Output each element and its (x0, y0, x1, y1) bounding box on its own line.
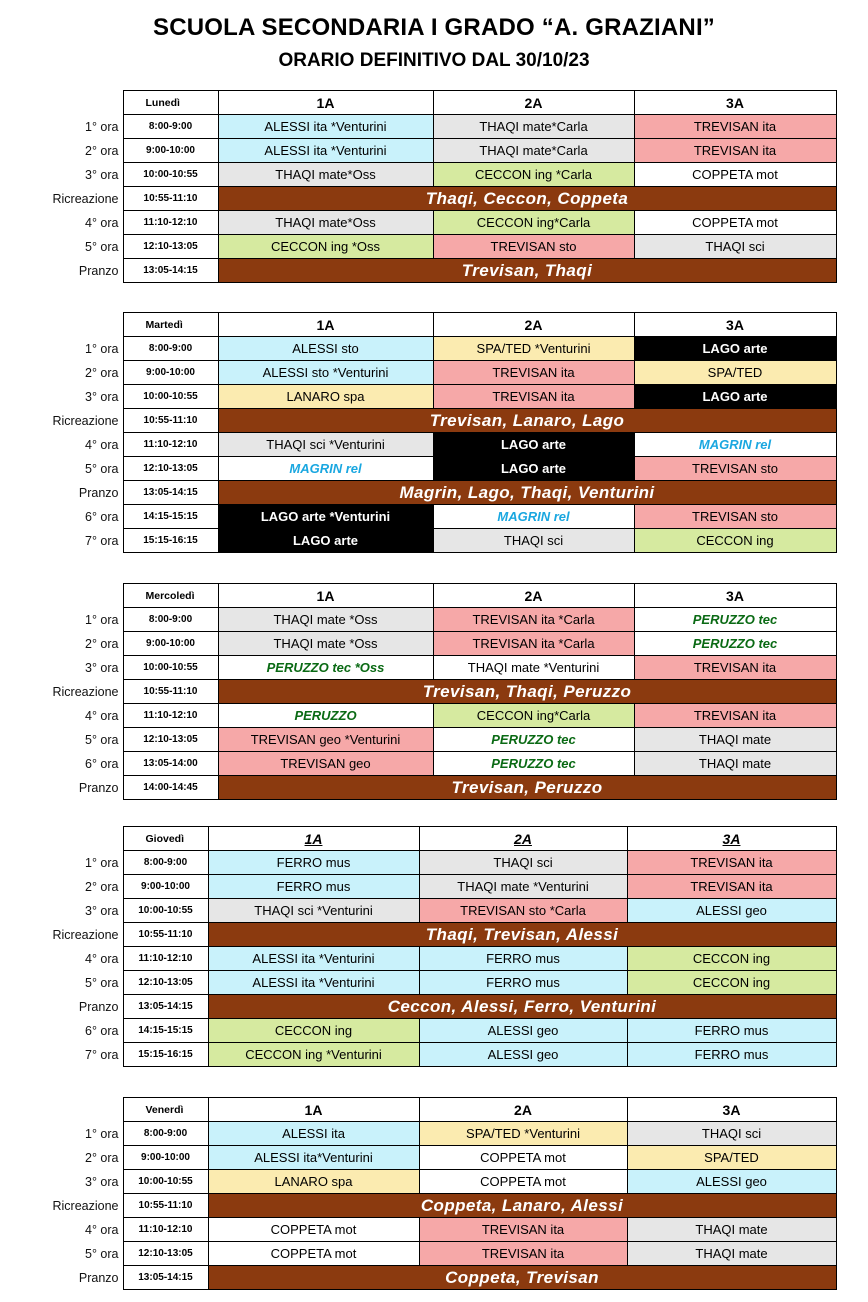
class-header-1a: 1A (218, 584, 433, 608)
period-time: 8:00-9:00 (123, 1122, 208, 1146)
lesson-cell-1a: ALESSI sto *Venturini (218, 361, 433, 385)
period-time: 10:55-11:10 (123, 1194, 208, 1218)
lesson-cell-2a: TREVISAN ita (433, 385, 634, 409)
period-label: Pranzo (78, 485, 119, 500)
lesson-cell-3a: TREVISAN ita (634, 139, 836, 163)
period-time: 15:15-16:15 (123, 1043, 208, 1067)
supervision-band: Ceccon, Alessi, Ferro, Venturini (208, 995, 836, 1019)
period-label: 7° ora (85, 1047, 119, 1062)
period-label: 2° ora (85, 143, 119, 158)
period-time: 12:10-13:05 (123, 971, 208, 995)
schedule-subtitle: ORARIO DEFINITIVO DAL 30/10/23 (278, 50, 590, 71)
day-name: Lunedì (123, 91, 218, 115)
lesson-row (0, 211, 836, 235)
lesson-cell-3a: FERRO mus (627, 1043, 836, 1067)
break-row (0, 259, 836, 283)
lesson-cell-3a: THAQI mate (627, 1218, 836, 1242)
period-time: 13:05-14:15 (123, 481, 218, 505)
lesson-cell-3a: THAQI sci (634, 235, 836, 259)
lesson-cell-2a: THAQI sci (419, 851, 627, 875)
header-row (0, 1098, 836, 1122)
lesson-row (0, 1146, 836, 1170)
supervision-band: Thaqi, Ceccon, Coppeta (218, 187, 836, 211)
lesson-row (0, 608, 836, 632)
lesson-row (0, 704, 836, 728)
lesson-cell-2a: SPA/TED *Venturini (419, 1122, 627, 1146)
lesson-row (0, 656, 836, 680)
lesson-cell-1a: CECCON ing *Venturini (208, 1043, 419, 1067)
break-row (0, 680, 836, 704)
lesson-row (0, 1122, 836, 1146)
day-name: Venerdì (123, 1098, 208, 1122)
lesson-cell-2a: SPA/TED *Venturini (433, 337, 634, 361)
lesson-cell-2a: TREVISAN ita (419, 1218, 627, 1242)
class-header-2a: 2A (433, 91, 634, 115)
period-time: 13:05-14:00 (123, 752, 218, 776)
lesson-cell-1a: COPPETA mot (208, 1242, 419, 1266)
lesson-row (0, 235, 836, 259)
lesson-row (0, 851, 836, 875)
period-label: Pranzo (78, 1270, 119, 1285)
period-time: 14:15-15:15 (123, 505, 218, 529)
period-label: 2° ora (85, 365, 119, 380)
lesson-cell-1a: ALESSI ita *Venturini (218, 115, 433, 139)
period-time: 8:00-9:00 (123, 115, 218, 139)
lesson-cell-3a: CECCON ing (627, 971, 836, 995)
break-row (0, 995, 836, 1019)
period-label: Pranzo (78, 999, 119, 1014)
lesson-cell-1a: THAQI mate *Oss (218, 632, 433, 656)
lesson-cell-3a: COPPETA mot (634, 163, 836, 187)
lesson-row (0, 385, 836, 409)
supervision-band: Magrin, Lago, Thaqi, Venturini (218, 481, 836, 505)
lesson-row (0, 505, 836, 529)
period-time: 11:10-12:10 (123, 433, 218, 457)
lesson-cell-2a: THAQI mate*Carla (433, 139, 634, 163)
period-time: 12:10-13:05 (123, 457, 218, 481)
lesson-row (0, 752, 836, 776)
lesson-row (0, 1043, 836, 1067)
lesson-cell-1a: TREVISAN geo (218, 752, 433, 776)
period-time: 9:00-10:00 (123, 632, 218, 656)
corner-cell (0, 584, 123, 608)
period-label: 3° ora (85, 389, 119, 404)
lesson-cell-2a: PERUZZO tec (433, 728, 634, 752)
lesson-cell-1a: ALESSI ita *Venturini (218, 139, 433, 163)
supervision-band: Trevisan, Thaqi, Peruzzo (218, 680, 836, 704)
period-label: Ricreazione (52, 684, 119, 699)
lesson-cell-2a: MAGRIN rel (433, 505, 634, 529)
class-header-2a: 2A (433, 313, 634, 337)
period-label: 6° ora (85, 1023, 119, 1038)
period-time: 9:00-10:00 (123, 875, 208, 899)
class-header-2a: 2A (433, 584, 634, 608)
corner-cell (0, 313, 123, 337)
lesson-cell-3a: THAQI mate (634, 752, 836, 776)
lesson-cell-3a: TREVISAN ita (634, 656, 836, 680)
supervision-band: Thaqi, Trevisan, Alessi (208, 923, 836, 947)
period-label: 3° ora (85, 1174, 119, 1189)
lesson-row (0, 433, 836, 457)
lesson-cell-3a: THAQI sci (627, 1122, 836, 1146)
class-header-2a: 2A (419, 1098, 627, 1122)
lesson-cell-3a: TREVISAN ita (627, 875, 836, 899)
period-time: 10:55-11:10 (123, 187, 218, 211)
period-label: 1° ora (85, 855, 119, 870)
lesson-cell-3a: CECCON ing (634, 529, 836, 553)
period-time: 10:00-10:55 (123, 385, 218, 409)
lesson-cell-1a: CECCON ing *Oss (218, 235, 433, 259)
period-time: 10:00-10:55 (123, 1170, 208, 1194)
break-row (0, 923, 836, 947)
break-row (0, 409, 836, 433)
schedule-table (0, 312, 837, 553)
lesson-row (0, 139, 836, 163)
lesson-cell-3a: COPPETA mot (634, 211, 836, 235)
break-row (0, 776, 836, 800)
lesson-cell-3a: ALESSI geo (627, 899, 836, 923)
lesson-row (0, 337, 836, 361)
lesson-cell-1a: THAQI sci *Venturini (218, 433, 433, 457)
lesson-cell-1a: LAGO arte (218, 529, 433, 553)
lesson-cell-3a: SPA/TED (634, 361, 836, 385)
header-row (0, 313, 836, 337)
schedule-table (0, 826, 837, 1067)
period-label: 4° ora (85, 215, 119, 230)
lesson-cell-2a: THAQI mate*Carla (433, 115, 634, 139)
lesson-cell-3a: TREVISAN ita (634, 115, 836, 139)
lesson-cell-2a: TREVISAN ita (419, 1242, 627, 1266)
period-time: 15:15-16:15 (123, 529, 218, 553)
period-time: 8:00-9:00 (123, 337, 218, 361)
lesson-cell-2a: CECCON ing*Carla (433, 704, 634, 728)
period-time: 12:10-13:05 (123, 235, 218, 259)
lesson-cell-3a: PERUZZO tec (634, 608, 836, 632)
period-time: 12:10-13:05 (123, 728, 218, 752)
lesson-cell-1a: TREVISAN geo *Venturini (218, 728, 433, 752)
lesson-row (0, 632, 836, 656)
period-label: 5° ora (85, 732, 119, 747)
period-time: 8:00-9:00 (123, 608, 218, 632)
lesson-row (0, 361, 836, 385)
lesson-row (0, 1019, 836, 1043)
period-label: 3° ora (85, 167, 119, 182)
period-label: 1° ora (85, 1126, 119, 1141)
lesson-row (0, 529, 836, 553)
period-label: 6° ora (85, 756, 119, 771)
period-time: 9:00-10:00 (123, 139, 218, 163)
class-header-2a: 2A (419, 827, 627, 851)
period-label: Pranzo (78, 263, 119, 278)
period-label: 6° ora (85, 509, 119, 524)
period-label: 5° ora (85, 461, 119, 476)
period-time: 11:10-12:10 (123, 947, 208, 971)
supervision-band: Trevisan, Lanaro, Lago (218, 409, 836, 433)
lesson-cell-2a: TREVISAN ita *Carla (433, 632, 634, 656)
period-label: 5° ora (85, 1246, 119, 1261)
lesson-cell-3a: PERUZZO tec (634, 632, 836, 656)
lesson-cell-3a: THAQI mate (634, 728, 836, 752)
lesson-row (0, 1242, 836, 1266)
period-time: 10:00-10:55 (123, 656, 218, 680)
period-time: 8:00-9:00 (123, 851, 208, 875)
period-label: 5° ora (85, 975, 119, 990)
period-label: 4° ora (85, 1222, 119, 1237)
corner-cell (0, 91, 123, 115)
class-header-3a: 3A (627, 1098, 836, 1122)
class-header-1a: 1A (208, 1098, 419, 1122)
lesson-cell-2a: LAGO arte (433, 433, 634, 457)
lesson-cell-2a: ALESSI geo (419, 1043, 627, 1067)
lesson-cell-2a: FERRO mus (419, 971, 627, 995)
period-label: 2° ora (85, 879, 119, 894)
period-label: 1° ora (85, 612, 119, 627)
lesson-cell-3a: LAGO arte (634, 337, 836, 361)
period-label: 1° ora (85, 341, 119, 356)
lesson-row (0, 457, 836, 481)
period-time: 13:05-14:15 (123, 1266, 208, 1290)
lesson-cell-3a: TREVISAN ita (634, 704, 836, 728)
header-row (0, 827, 836, 851)
period-time: 13:05-14:15 (123, 995, 208, 1019)
lesson-cell-1a: MAGRIN rel (218, 457, 433, 481)
period-time: 11:10-12:10 (123, 1218, 208, 1242)
lesson-cell-3a: SPA/TED (627, 1146, 836, 1170)
lesson-cell-1a: PERUZZO (218, 704, 433, 728)
lesson-cell-2a: FERRO mus (419, 947, 627, 971)
lesson-row (0, 947, 836, 971)
lesson-cell-1a: CECCON ing (208, 1019, 419, 1043)
period-label: 3° ora (85, 903, 119, 918)
supervision-band: Trevisan, Peruzzo (218, 776, 836, 800)
class-header-3a: 3A (634, 91, 836, 115)
day-name: Giovedì (123, 827, 208, 851)
lesson-cell-3a: ALESSI geo (627, 1170, 836, 1194)
lesson-cell-2a: LAGO arte (433, 457, 634, 481)
period-label: Ricreazione (52, 191, 119, 206)
period-time: 13:05-14:15 (123, 259, 218, 283)
supervision-band: Coppeta, Lanaro, Alessi (208, 1194, 836, 1218)
lesson-cell-3a: LAGO arte (634, 385, 836, 409)
period-time: 12:10-13:05 (123, 1242, 208, 1266)
class-header-1a: 1A (218, 91, 433, 115)
supervision-band: Coppeta, Trevisan (208, 1266, 836, 1290)
lesson-cell-2a: CECCON ing*Carla (433, 211, 634, 235)
break-row (0, 481, 836, 505)
period-time: 14:15-15:15 (123, 1019, 208, 1043)
header-row (0, 91, 836, 115)
period-label: 4° ora (85, 708, 119, 723)
lesson-cell-1a: THAQI sci *Venturini (208, 899, 419, 923)
lesson-cell-1a: FERRO mus (208, 851, 419, 875)
period-label: 2° ora (85, 636, 119, 651)
lesson-row (0, 728, 836, 752)
period-label: 5° ora (85, 239, 119, 254)
period-time: 10:00-10:55 (123, 163, 218, 187)
period-label: 3° ora (85, 660, 119, 675)
class-header-3a: 3A (627, 827, 836, 851)
lesson-cell-1a: COPPETA mot (208, 1218, 419, 1242)
lesson-cell-2a: TREVISAN sto *Carla (419, 899, 627, 923)
lesson-cell-3a: CECCON ing (627, 947, 836, 971)
lesson-cell-2a: ALESSI geo (419, 1019, 627, 1043)
lesson-cell-3a: TREVISAN sto (634, 505, 836, 529)
lesson-cell-2a: TREVISAN ita (433, 361, 634, 385)
lesson-cell-2a: CECCON ing *Carla (433, 163, 634, 187)
period-label: 1° ora (85, 119, 119, 134)
class-header-1a: 1A (208, 827, 419, 851)
period-time: 9:00-10:00 (123, 1146, 208, 1170)
lesson-cell-1a: PERUZZO tec *Oss (218, 656, 433, 680)
lesson-cell-1a: LANARO spa (208, 1170, 419, 1194)
schedule-table (0, 1097, 837, 1290)
period-label: 4° ora (85, 951, 119, 966)
lesson-cell-1a: ALESSI sto (218, 337, 433, 361)
lesson-cell-2a: THAQI mate *Venturini (419, 875, 627, 899)
lesson-cell-3a: MAGRIN rel (634, 433, 836, 457)
lesson-cell-3a: THAQI mate (627, 1242, 836, 1266)
lesson-cell-2a: PERUZZO tec (433, 752, 634, 776)
lesson-row (0, 971, 836, 995)
period-label: Ricreazione (52, 927, 119, 942)
period-label: Pranzo (78, 780, 119, 795)
corner-cell (0, 1098, 123, 1122)
schedule-table (0, 583, 837, 800)
lesson-cell-2a: TREVISAN ita *Carla (433, 608, 634, 632)
period-label: 7° ora (85, 533, 119, 548)
lesson-cell-2a: THAQI mate *Venturini (433, 656, 634, 680)
period-time: 10:55-11:10 (123, 409, 218, 433)
lesson-cell-3a: TREVISAN sto (634, 457, 836, 481)
period-time: 9:00-10:00 (123, 361, 218, 385)
lesson-row (0, 875, 836, 899)
lesson-cell-1a: THAQI mate*Oss (218, 163, 433, 187)
schedule-table (0, 90, 837, 283)
day-name: Mercoledì (123, 584, 218, 608)
period-label: 4° ora (85, 437, 119, 452)
period-label: Ricreazione (52, 1198, 119, 1213)
lesson-cell-2a: COPPETA mot (419, 1170, 627, 1194)
lesson-cell-1a: ALESSI ita (208, 1122, 419, 1146)
lesson-cell-3a: TREVISAN ita (627, 851, 836, 875)
break-row (0, 1194, 836, 1218)
corner-cell (0, 827, 123, 851)
lesson-cell-1a: THAQI mate *Oss (218, 608, 433, 632)
supervision-band: Trevisan, Thaqi (218, 259, 836, 283)
period-time: 10:55-11:10 (123, 923, 208, 947)
period-time: 10:55-11:10 (123, 680, 218, 704)
lesson-cell-1a: FERRO mus (208, 875, 419, 899)
class-header-3a: 3A (634, 313, 836, 337)
period-time: 11:10-12:10 (123, 211, 218, 235)
lesson-row (0, 163, 836, 187)
day-name: Martedì (123, 313, 218, 337)
lesson-cell-2a: THAQI sci (433, 529, 634, 553)
class-header-3a: 3A (634, 584, 836, 608)
period-time: 10:00-10:55 (123, 899, 208, 923)
lesson-cell-3a: FERRO mus (627, 1019, 836, 1043)
lesson-row (0, 1170, 836, 1194)
break-row (0, 187, 836, 211)
lesson-cell-2a: COPPETA mot (419, 1146, 627, 1170)
lesson-cell-2a: TREVISAN sto (433, 235, 634, 259)
period-time: 14:00-14:45 (123, 776, 218, 800)
school-title: SCUOLA SECONDARIA I GRADO “A. GRAZIANI” (152, 14, 716, 41)
header-row (0, 584, 836, 608)
lesson-cell-1a: LANARO spa (218, 385, 433, 409)
period-time: 11:10-12:10 (123, 704, 218, 728)
lesson-cell-1a: LAGO arte *Venturini (218, 505, 433, 529)
break-row (0, 1266, 836, 1290)
lesson-row (0, 899, 836, 923)
period-label: 2° ora (85, 1150, 119, 1165)
lesson-row (0, 115, 836, 139)
lesson-row (0, 1218, 836, 1242)
class-header-1a: 1A (218, 313, 433, 337)
lesson-cell-1a: ALESSI ita*Venturini (208, 1146, 419, 1170)
lesson-cell-1a: ALESSI ita *Venturini (208, 971, 419, 995)
lesson-cell-1a: ALESSI ita *Venturini (208, 947, 419, 971)
lesson-cell-1a: THAQI mate*Oss (218, 211, 433, 235)
period-label: Ricreazione (52, 413, 119, 428)
